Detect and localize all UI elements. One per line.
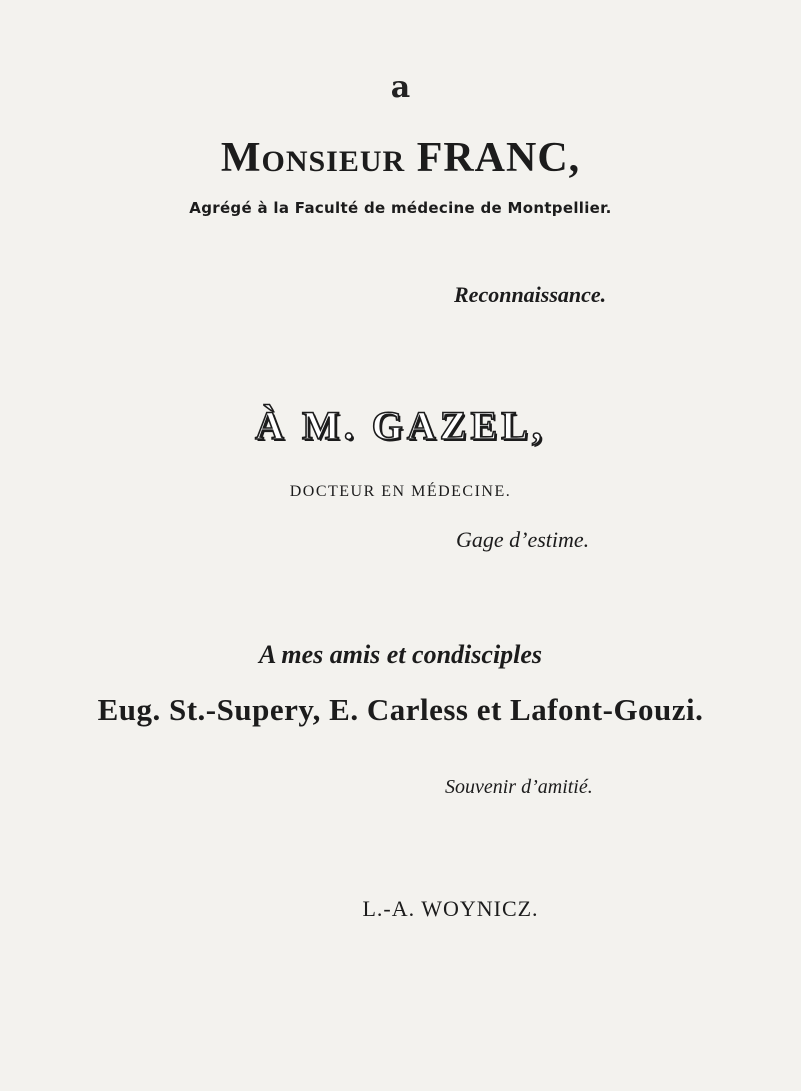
franc-name-rest: ONSIEUR (261, 145, 406, 178)
friends-motto: Souvenir d’amitié. (445, 776, 593, 798)
gazel-name: À M. GAZEL, (255, 403, 546, 448)
franc-name-initial: M (220, 135, 262, 181)
franc-motto: Reconnaissance. (454, 282, 607, 307)
gazel-title: DOCTEUR EN MÉDECINE. (289, 483, 512, 500)
gazel-motto: Gage d’estime. (456, 527, 590, 552)
franc-name-suffix: , (568, 135, 581, 181)
friends-names: Eug. St.-Supery, E. Carless et Lafont-Gouzi. (97, 692, 704, 727)
franc-surname: FRANC (416, 135, 569, 181)
friends-heading: A mes amis et condisciples (258, 640, 543, 669)
franc-name (0, 134, 801, 182)
franc-title: Agrégé à la Faculté de médecine de Montpellier. (189, 199, 612, 217)
dedication-prefix: a (390, 70, 411, 105)
signature: L.-A. WOYNICZ. (362, 896, 539, 921)
